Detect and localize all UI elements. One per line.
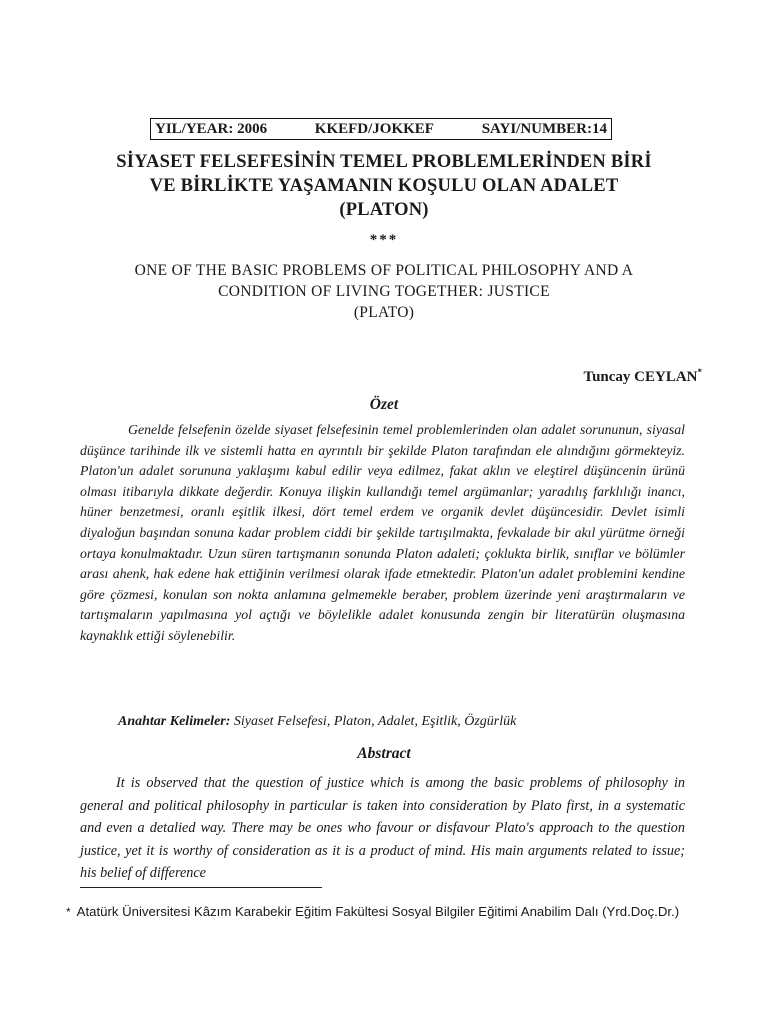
- turkish-title-line: (PLATON): [339, 200, 429, 220]
- keywords-label: Anahtar Kelimeler:: [118, 714, 231, 729]
- english-title-line: CONDITION OF LIVING TOGETHER: JUSTICE: [218, 283, 550, 300]
- author-name: [583, 367, 702, 386]
- turkish-title-line: SİYASET FELSEFESİNİN TEMEL PROBLEMLERİNDEN BİRİ: [116, 152, 652, 172]
- author-footnote-mark: *: [697, 367, 702, 377]
- issue-label: SAYI/NUMBER:14: [481, 120, 607, 137]
- journal-header: [150, 118, 612, 140]
- keywords-value: Siyaset Felsefesi, Platon, Adalet, Eşitlik, Özgürlük: [233, 714, 517, 729]
- footnote-mark: *: [66, 905, 71, 919]
- footnote: [66, 902, 686, 922]
- abstract-paragraph: It is observed that the question of justice which is among the basic problems of philosophy in general and political philosophy in particular is taken into consideration by Plato first, in a systematic and even a detalied way. There may be ones who favour or disfavour Plato's approach to the question justice, yet it is worthy of consideration as it is a product of mind. His main arguments related to issue; his belief of difference: [80, 775, 685, 882]
- english-title-line: ONE OF THE BASIC PROBLEMS OF POLITICAL PHILOSOPHY AND A: [134, 262, 634, 279]
- turkish-title-line: VE BİRLİKTE YAŞAMANIN KOŞULU OLAN ADALET: [149, 176, 619, 196]
- author-name-text: Tuncay CEYLAN: [583, 369, 698, 385]
- footnote-divider: [80, 887, 322, 888]
- english-title: [60, 260, 708, 323]
- abstract-heading: Abstract: [357, 745, 411, 762]
- title-separator: ***: [369, 232, 399, 248]
- journal-abbrev: KKEFD/JOKKEF: [314, 120, 434, 137]
- english-title-line: (PLATO): [353, 304, 415, 321]
- ozet-paragraph: Genelde felsefenin özelde siyaset felsefesinin temel problemlerinden olan adalet sorununun, siyasal düşünce tarihinde ilk ve sistemli hatta en ayrıntılı bir şekilde Platon tarafından ele alındığını görmekteyiz. Platon'un adalet sorununa yaklaşımı kabul edilir veya edilmez, fakat aklın ve eleştirel düşüncenin ürünü olması itibarıyla dikkate değerdir. Konuya ilişkin kullandığı temel argümanlar; yaradılış farklılığı inancı, hüner benzetmesi, oranlı eşitlik ilkesi, dört temel erdem ve organik devlet düşüncesidir. Devlet isimli diyaloğun başından sonuna kadar problem ciddi bir şekilde tartışılmakta, fevkalade bir akıl yürütme örneği ortaya konulmaktadır. Uzun süren tartışmanın sonunda Platon adaleti; çoklukta birlik, sınıflar ve bölümler arası ahenk, hak edene hak ettiğinin verilmesi olarak ifade etmektedir. Platon'un adalet problemini kendine göre çözmesi, konulan son nokta anlamına gelmemekle beraber, problem üzerinde yeni araştırmaların ve tartışmaların yapılmasına yol açtığı ve böylelikle adalet konusunda zengin bir literatürün oluşmasına kaynaklık ettiği söylenebilir.: [80, 422, 685, 643]
- footnote-text: Atatürk Üniversitesi Kâzım Karabekir Eğitim Fakültesi Sosyal Bilgiler Eğitimi Anabilim Dalı (Yrd.Doç.Dr.): [76, 904, 680, 919]
- ozet-heading: Özet: [369, 396, 399, 413]
- keywords-line: [118, 714, 516, 730]
- turkish-title: [60, 150, 708, 222]
- year-label: YIL/YEAR: 2006: [155, 120, 268, 137]
